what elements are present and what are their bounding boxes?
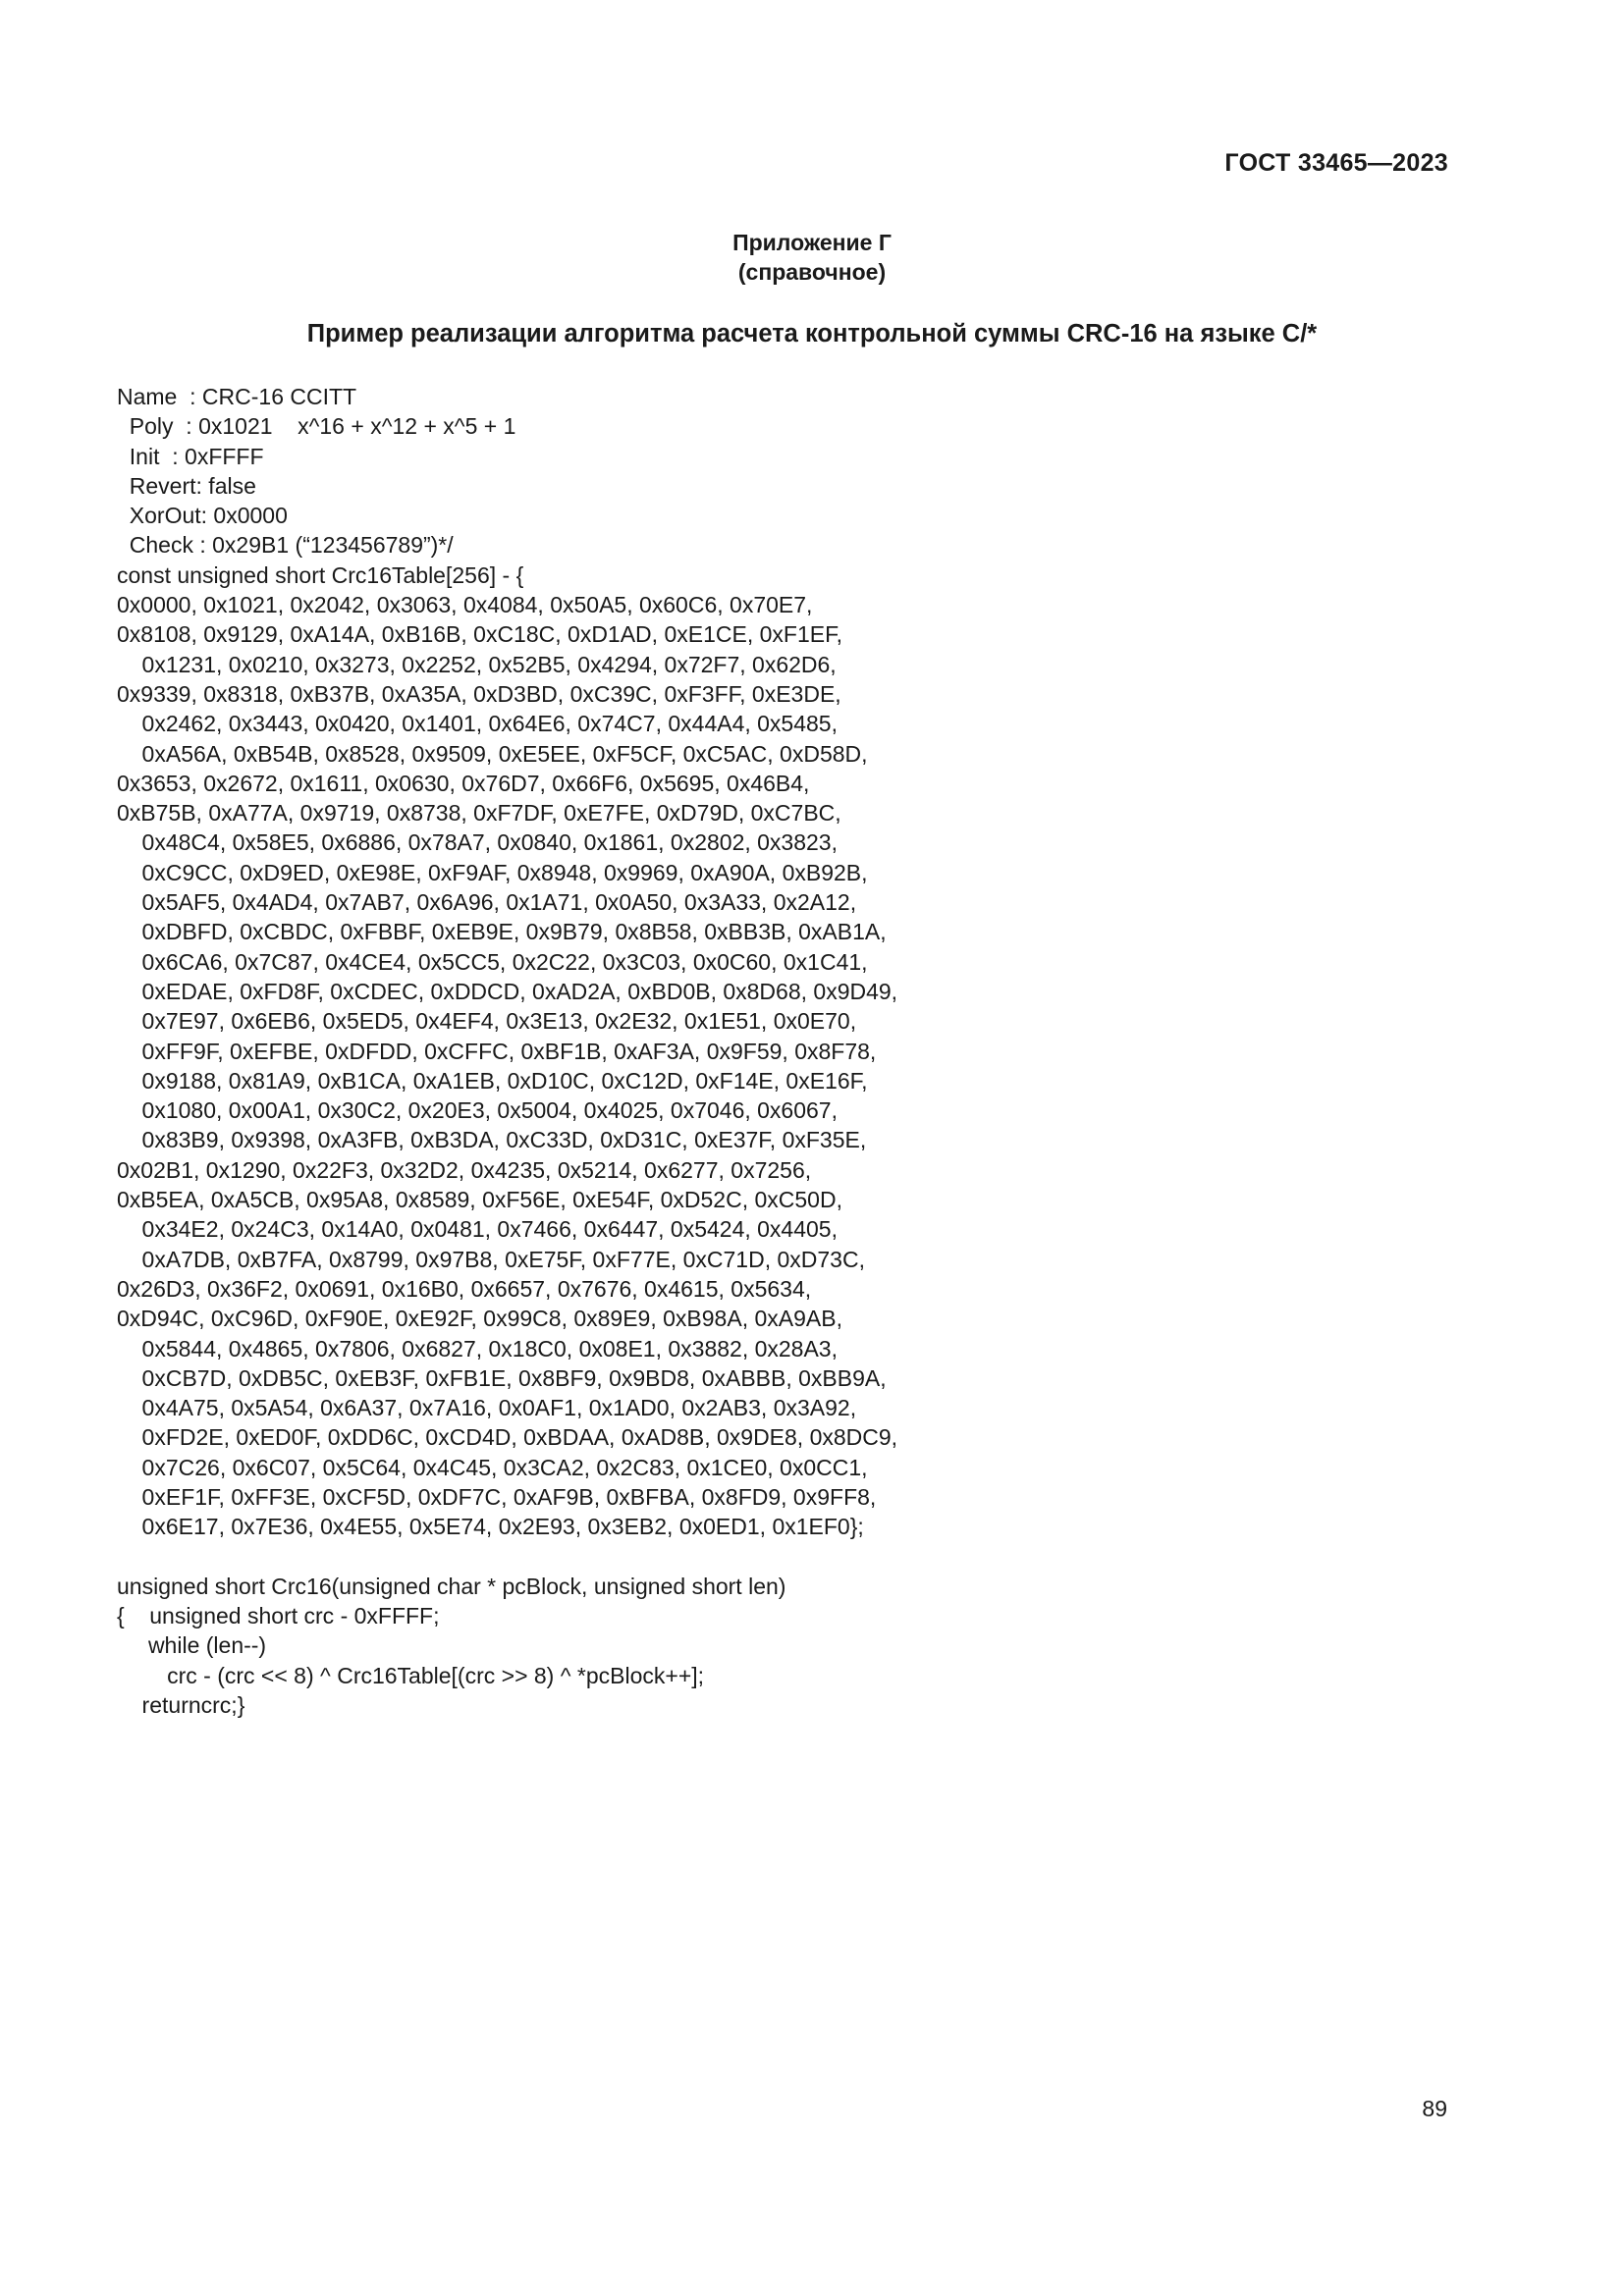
code-line: while (len--) — [117, 1632, 267, 1659]
code-line: 0x7C26, 0x6C07, 0x5C64, 0x4C45, 0x3CA2, 0x2C83, 0x1CE0, 0x0CC1, — [117, 1454, 868, 1480]
code-line: 0x02B1, 0x1290, 0x22F3, 0x32D2, 0x4235, 0x5214, 0x6277, 0x7256, — [117, 1156, 812, 1183]
code-line: 0xFD2E, 0xED0F, 0xDD6C, 0xCD4D, 0xBDAA, 0xAD8B, 0x9DE8, 0x8DC9, — [117, 1424, 898, 1451]
document-title: Пример реализации алгоритма расчета контрольной суммы CRC-16 на языке C/* — [306, 320, 1318, 347]
code-line: 0xA56A, 0xB54B, 0x8528, 0x9509, 0xE5EE, 0xF5CF, 0xC5AC, 0xD58D, — [117, 740, 868, 767]
code-line: 0xEF1F, 0xFF3E, 0xCF5D, 0xDF7C, 0xAF9B, 0xBFBA, 0x8FD9, 0x9FF8, — [117, 1483, 877, 1510]
code-line: Check : 0x29B1 (“123456789”)*/ — [117, 532, 454, 559]
code-line: Revert: false — [117, 472, 256, 499]
code-line: crc - (crc << 8) ^ Crc16Table[(crc >> 8) ^ *pcBlock++]; — [117, 1662, 705, 1688]
code-line: Init : 0xFFFF — [117, 443, 264, 469]
code-line: 0x48C4, 0x58E5, 0x6886, 0x78A7, 0x0840, 0x1861, 0x2802, 0x3823, — [117, 829, 838, 856]
code-line: 0xEDAE, 0xFD8F, 0xCDEC, 0xDDCD, 0xAD2A, 0xBD0B, 0x8D68, 0x9D49, — [117, 978, 898, 1004]
code-line: returncrc;} — [117, 1692, 245, 1719]
code-line: 0xA7DB, 0xB7FA, 0x8799, 0x97B8, 0xE75F, 0xF77E, 0xC71D, 0xD73C, — [117, 1246, 865, 1272]
code-line — [117, 1542, 1491, 1572]
code-line: Name : CRC-16 CCITT — [117, 384, 357, 409]
code-line: Poly : 0x1021 x^16 + x^12 + x^5 + 1 — [117, 413, 516, 440]
code-line: 0x0000, 0x1021, 0x2042, 0x3063, 0x4084, 0x50A5, 0x60C6, 0x70E7, — [117, 592, 813, 618]
code-line: 0xB75B, 0xA77A, 0x9719, 0x8738, 0xF7DF, 0xE7FE, 0xD79D, 0xC7BC, — [117, 800, 841, 827]
code-line: 0x9188, 0x81A9, 0xB1CA, 0xA1EB, 0xD10C, 0xC12D, 0xF14E, 0xE16F, — [117, 1067, 868, 1094]
code-line: 0x5844, 0x4865, 0x7806, 0x6827, 0x18C0, 0x08E1, 0x3882, 0x28A3, — [117, 1335, 838, 1362]
code-line: unsigned short Crc16(unsigned char * pcBlock, unsigned short len) — [117, 1573, 786, 1599]
code-line: 0x7E97, 0x6EB6, 0x5ED5, 0x4EF4, 0x3E13, 0x2E32, 0x1E51, 0x0E70, — [117, 1008, 857, 1035]
code-line: 0x26D3, 0x36F2, 0x0691, 0x16B0, 0x6657, 0x7676, 0x4615, 0x5634, — [117, 1275, 812, 1302]
code-line: 0x2462, 0x3443, 0x0420, 0x1401, 0x64E6, 0x74C7, 0x44A4, 0x5485, — [117, 711, 838, 737]
annex-title: Приложение Г — [732, 230, 892, 255]
code-line: 0x8108, 0x9129, 0xA14A, 0xB16B, 0xC18C, 0xD1AD, 0xE1CE, 0xF1EF, — [117, 621, 842, 648]
page-number: 89 — [1422, 2096, 1447, 2121]
code-line: 0xC9CC, 0xD9ED, 0xE98E, 0xF9AF, 0x8948, 0x9969, 0xA90A, 0xB92B, — [117, 859, 868, 885]
code-line: 0x6CA6, 0x7C87, 0x4CE4, 0x5CC5, 0x2C22, 0x3C03, 0x0C60, 0x1C41, — [117, 948, 868, 975]
code-line: 0x6E17, 0x7E36, 0x4E55, 0x5E74, 0x2E93, 0x3EB2, 0x0ED1, 0x1EF0}; — [117, 1514, 864, 1540]
code-line: { unsigned short crc - 0xFFFF; — [117, 1603, 440, 1629]
annex-heading — [0, 228, 1624, 287]
code-line: 0x1080, 0x00A1, 0x30C2, 0x20E3, 0x5004, 0x4025, 0x7046, 0x6067, — [117, 1097, 838, 1124]
code-line: 0xD94C, 0xC96D, 0xF90E, 0xE92F, 0x99C8, 0x89E9, 0xB98A, 0xA9AB, — [117, 1306, 842, 1332]
code-line: 0x4A75, 0x5A54, 0x6A37, 0x7A16, 0x0AF1, 0x1AD0, 0x2AB3, 0x3A92, — [117, 1395, 857, 1421]
annex-type: (справочное) — [737, 259, 887, 285]
code-line: 0x83B9, 0x9398, 0xA3FB, 0xB3DA, 0xC33D, 0xD31C, 0xE37F, 0xF35E, — [117, 1127, 867, 1153]
code-line: XorOut: 0x0000 — [117, 503, 288, 529]
code-listing — [117, 382, 1491, 1720]
code-line: 0x9339, 0x8318, 0xB37B, 0xA35A, 0xD3BD, 0xC39C, 0xF3FF, 0xE3DE, — [117, 680, 841, 707]
code-line: 0x34E2, 0x24C3, 0x14A0, 0x0481, 0x7466, 0x6447, 0x5424, 0x4405, — [117, 1216, 838, 1243]
code-line: 0xFF9F, 0xEFBE, 0xDFDD, 0xCFFC, 0xBF1B, 0xAF3A, 0x9F59, 0x8F78, — [117, 1038, 877, 1064]
standard-designation: ГОСТ 33465—2023 — [1224, 149, 1448, 177]
code-line: const unsigned short Crc16Table[256] - { — [117, 561, 524, 588]
code-line: 0x3653, 0x2672, 0x1611, 0x0630, 0x76D7, 0x66F6, 0x5695, 0x46B4, — [117, 770, 810, 796]
code-line: 0x5AF5, 0x4AD4, 0x7AB7, 0x6A96, 0x1A71, 0x0A50, 0x3A33, 0x2A12, — [117, 889, 857, 916]
code-line: 0xCB7D, 0xDB5C, 0xEB3F, 0xFB1E, 0x8BF9, 0x9BD8, 0xABBB, 0xBB9A, — [117, 1364, 887, 1391]
code-line: 0x1231, 0x0210, 0x3273, 0x2252, 0x52B5, 0x4294, 0x72F7, 0x62D6, — [117, 651, 837, 677]
code-line: 0xB5EA, 0xA5CB, 0x95A8, 0x8589, 0xF56E, 0xE54F, 0xD52C, 0xC50D, — [117, 1187, 842, 1213]
code-line: 0xDBFD, 0xCBDC, 0xFBBF, 0xEB9E, 0x9B79, 0x8B58, 0xBB3B, 0xAB1A, — [117, 919, 887, 945]
